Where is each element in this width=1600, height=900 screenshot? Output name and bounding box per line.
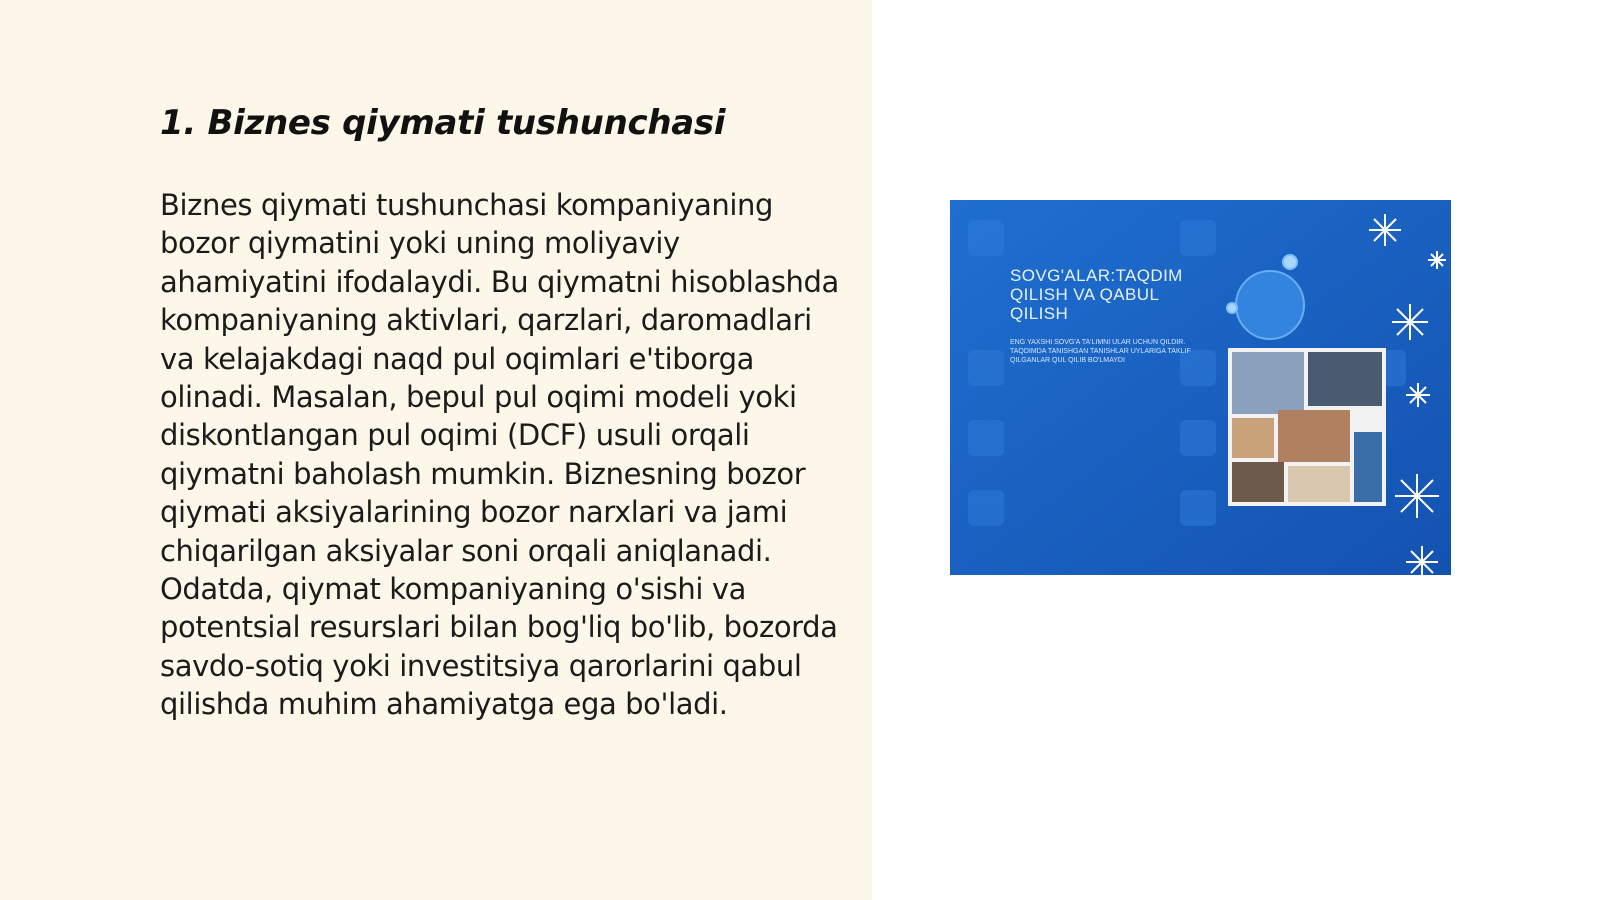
slide-title: 1. Biznes qiymati tushunchasi (160, 103, 726, 143)
illustration-graphic (950, 200, 1451, 575)
illustration-title: SOVG'ALAR:TAQDIM QILISH VA QABUL QILISH (1010, 266, 1183, 323)
illustration-caption: ENG YAXSHI SOVG'A TA'LIMNI ULAR UCHUN QILDIR. TAQDIMDA TANISHGAN TANISHLAR UYLARIGA TAKLIF QILGANLAR QUL QILIB BO'LMAYDI (1010, 339, 1191, 364)
slide-body-text: Biznes qiymati tushunchasi kompaniyaning bozor qiymatini yoki uning moliyaviy ahamiyatini ifodalaydi. Bu qiymatni hisoblashda kompaniyaning aktivlari, qarzlari, daromadlari va kelajakdagi naqd pul oqimlari e'tiborga olinadi. Masalan, bepul pul oqimi modeli yoki diskontlangan pul oqimi (DCF) usuli orqali qiymatni baholash mumkin. Biznesning bozor qiymati aksiyalarining bozor narxlari va jami chiqarilgan aksiyalar soni orqali aniqlanadi. Odatda, qiymat kompaniyaning o'sishi va potentsial resurslari bilan bog'liq bo'lib, bozorda savdo-sotiq yoki investitsiya qarorlarini qabul qilishda muhim ahamiyatga ega bo'ladi. (160, 188, 839, 722)
slide-illustration (950, 200, 1451, 575)
